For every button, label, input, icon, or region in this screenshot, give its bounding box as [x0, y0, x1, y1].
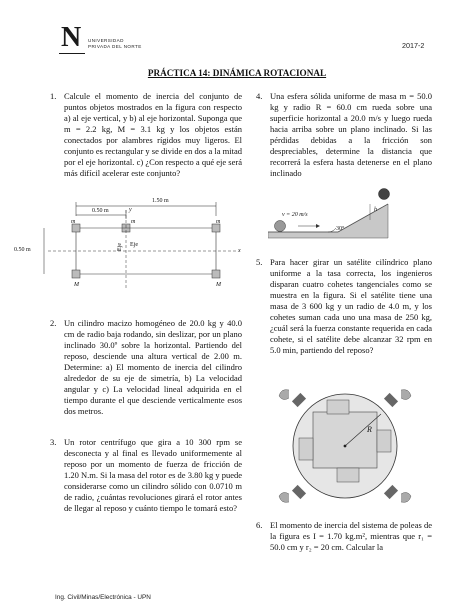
logo-line-2: PRIVADA DEL NORTE [88, 44, 142, 49]
angle-label: 30° [336, 226, 345, 232]
university-logo [55, 24, 145, 56]
problem-number: 4. [256, 91, 263, 101]
logo-letter: N [61, 22, 82, 53]
height-dimension-label: 0.50 m [14, 247, 31, 253]
page-title: PRÁCTICA 14: DINÁMICA ROTACIONAL [147, 68, 327, 78]
date-label: 2017-2 [402, 41, 425, 50]
problem-text: Un rotor centrífugo que gira a 10 300 rpm se desconecta y al final es llevado uniformemente al reposo por un momento de fuerza de fricción de 1.20 N.m. Si la masa del rotor es de 3.80 kg y puede considerarse como un cilindro sólido con 0.0710 m de radio, ¿cuántas revoluciones girará el rotor antes de llegar al reposo y cuánto tiempo le tomará esto? [64, 437, 242, 514]
logo-underline [59, 53, 85, 54]
problem-text: El momento de inercia del sistema de poleas de la figura es I = 1.70 kg.m², mientras que r₁ = 50.0 cm y r₂ = 20 cm. Calcular la [270, 520, 432, 553]
mass-label: m [71, 219, 76, 225]
x-axis-label: x [238, 248, 241, 254]
mass-label: m [216, 219, 221, 225]
problem-number: 2. [50, 318, 57, 328]
problem-number: 3. [50, 437, 57, 447]
mass-label: m [131, 219, 136, 225]
mass-rectangle-figure [36, 198, 246, 293]
logo-line-1: UNIVERSIDAD [88, 38, 124, 43]
problem-number: 5. [256, 257, 263, 267]
footer-text: Ing. Civil/Minas/Electrónica - UPN [55, 594, 151, 601]
problem-number: 6. [256, 520, 263, 530]
half-width-dimension-label: 0.50 m [92, 208, 109, 214]
velocity-label: v = 20 m/s [282, 212, 308, 218]
problem-text: Un cilindro macizo homogéneo de 20.0 kg y 40.0 cm de radio baja rodando, sin deslizar, por un plano inclinado 30.0º sobre la horizontal. Partiendo del reposo, desciende una altura vertical de 2.00 m. Determine: a) El momento de inercia del cilindro alrededor de su eje de simetría, b) La velocidad angular y c) La velocidad lineal adquirida en el tiempo durante el que desciende verticalmente esos dos metros. [64, 318, 242, 417]
big-mass-label: M [216, 282, 221, 288]
big-mass-label: M [74, 282, 79, 288]
satellite-figure [275, 382, 415, 510]
width-dimension-label: 1.50 m [152, 198, 169, 204]
problem-number: 1. [50, 91, 57, 101]
problem-text: Calcule el momento de inercia del conjunto de puntos objetos mostrados en la figura con respecto a) al eje vertical, y b) al eje horizontal. Suponga que m = 2.2 kg, M = 3.1 kg y los objetos están conectados por alambres rígidos muy ligeros. El conjunto es rectangular y se divide en dos a la mitad por el eje horizontal. c) ¿Con respecto a qué eje será más difícil acelerar este conjunto? [64, 91, 242, 179]
axis-label: Eje [117, 243, 123, 251]
axis-label: Eje [130, 242, 138, 248]
height-label: h [374, 207, 377, 213]
problem-text: Para hacer girar un satélite cilíndrico plano uniforme a la tasa correcta, los ingenieros disparan cuatro cohetes tangenciales como se muestra en la figura. Si el satélite tiene una masa de 3 600 kg y un radio de 4.0 m, y los cohetes suman cada uno una masa de 250 kg, ¿cuál será la fuerza constante requerida en cada cohete, si el satélite debe alcanzar 32 rpm en 5.0 min, partiendo del reposo? [270, 257, 432, 356]
problem-text: Una esfera sólida uniforme de masa m = 50.0 kg y radio R = 60.0 cm rueda sobre una superficie horizontal a 20.0 m/s y luego rueda hacia arriba sobre un plano inclinado. Si las pérdidas debidas a la fricción son despreciables, determine la distancia que recorrerá la esfera hasta detenerse en el plano inclinado [270, 91, 432, 179]
y-axis-label: y [129, 207, 132, 213]
radius-label: R [367, 425, 372, 434]
